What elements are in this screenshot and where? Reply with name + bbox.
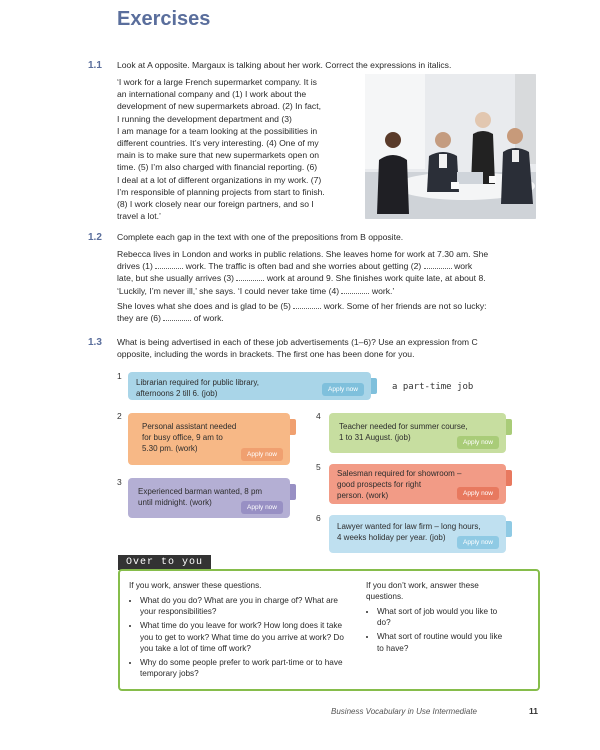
exercise-number-1-1: 1.1 [88,60,102,71]
exercise-1-1-text [117,76,357,222]
question-item: • What time do you leave for work? How long does it take you to get to work? What time do you arrive at work? Do you take a lot of time off work? [140,620,354,654]
exercise-1-2-instruction: Complete each gap in the text with one of the prepositions from B opposite. [117,232,404,242]
gap-1[interactable] [155,260,183,269]
page-number: 11 [529,706,538,716]
job-ad-card-4: Teacher needed for summer course, 1 to 31 August. (job) Apply now [329,413,506,453]
job-ad-card-2: Personal assistant needed for busy office, 9 am to 5.30 pm. (work) Apply now [128,413,290,465]
exercise-1-3-instruction: What is being advertised in each of these job advertisements (1–6)? Use an expression from C opposite, including the words in brackets. The first one has been done for you. [117,337,478,360]
exercise-number-1-2: 1.2 [88,232,102,243]
card-tab [506,470,512,486]
text-line: different countries. It’s very interesting. (4) One of my [117,138,319,149]
gap-2[interactable] [424,260,452,269]
text-line: I am manage for a team looking at the possibilities in [117,125,318,136]
card-tab [506,521,512,537]
card-number: 5 [316,462,321,472]
text-line: time. (5) I’m also charged with financial reporting. (6) [117,162,318,173]
text-line: (8) I work closely near our foreign partners, and so I [117,199,314,210]
card-number: 6 [316,513,321,523]
example-answer: a part-time job [392,382,474,392]
text-line: main is to make sure that new supermarkets open on [117,150,320,161]
left-intro: If you work, answer these questions. [129,581,262,590]
text-line: drives (1) work. The traffic is often bad and she worries about getting (2) work [117,261,473,272]
card-number: 3 [117,477,122,487]
job-ad-card-1: Librarian required for public library, afternoons 2 till 6. (job) Apply now [128,372,371,400]
text-line: they are (6) of work. [117,313,224,324]
gap-4[interactable] [341,285,369,294]
over-to-you-box [118,569,540,691]
over-left-column [129,580,354,682]
question-item: • Why do some people prefer to work part-time or to have temporary jobs? [140,657,354,679]
book-title-footer: Business Vocabulary in Use Intermediate [331,707,477,716]
exercise-number-1-3: 1.3 [88,337,102,348]
gap-5[interactable] [293,300,321,309]
exercise-1-2-paragraph-1 [117,248,547,297]
text-line: ‘Luckily, I’m never ill,’ she says. ‘I could never take time (4) work.’ [117,285,395,296]
text-line: development of new supermarkets abroad. (2) In fact, [117,101,321,112]
exercise-1-2-paragraph-2 [117,300,547,324]
question-item: • What sort of routine would you like to have? [377,631,506,653]
card-tab [371,378,377,394]
card-number: 2 [117,411,122,421]
gap-3[interactable] [236,272,264,281]
text-line: I deal at a lot of different organizations in my work. (7) [117,174,322,185]
apply-now-button[interactable]: Apply now [322,383,364,396]
job-ad-card-6: Lawyer wanted for law firm – long hours, 4 weeks holiday per year. (job) Apply now [329,515,506,553]
apply-now-button[interactable]: Apply now [241,501,283,514]
job-ad-card-3: Experienced barman wanted, 8 pm until midnight. (work) Apply now [128,478,290,518]
over-right-column [366,580,506,657]
gap-6[interactable] [163,312,191,321]
card-number: 1 [117,371,122,381]
office-meeting-photo [365,74,536,219]
card-tab [290,484,296,500]
page-title: Exercises [117,8,211,30]
text-line: I running the development department and (3) [117,113,292,124]
over-to-you-heading: Over to you [118,555,211,570]
text-line: I’m responsible of planning projects from start to finish. [117,186,325,197]
job-ad-card-5: Salesman required for showroom – good prospects for right person. (work) Apply now [329,464,506,504]
apply-now-button[interactable]: Apply now [457,536,499,549]
apply-now-button[interactable]: Apply now [241,448,283,461]
apply-now-button[interactable]: Apply now [457,436,499,449]
question-item: • What do you do? What are you in charge of? What are your responsibilities? [140,595,354,617]
card-number: 4 [316,411,321,421]
card-tab [290,419,296,435]
text-line: She loves what she does and is glad to be (5) work. Some of her friends are not so lucky: [117,301,487,311]
right-intro: If you don’t work, answer these questions. [366,581,479,601]
text-line: ‘I work for a large French supermarket company. It is [117,77,317,87]
apply-now-button[interactable]: Apply now [457,487,499,500]
text-line: Rebecca lives in London and works in public relations. She leaves home for work at 7.30 am. She [117,249,489,259]
question-item: • What sort of job would you like to do? [377,606,506,628]
text-line: late, but she usually arrives (3) work at around 9. She finishes work quite late, at about 8. [117,273,486,284]
card-tab [506,419,512,435]
exercise-1-1-instruction: Look at A opposite. Margaux is talking about her work. Correct the expressions in italics. [117,60,452,70]
text-line: travel a lot.’ [117,211,161,222]
text-line: an international company and (1) I work about the [117,89,307,100]
